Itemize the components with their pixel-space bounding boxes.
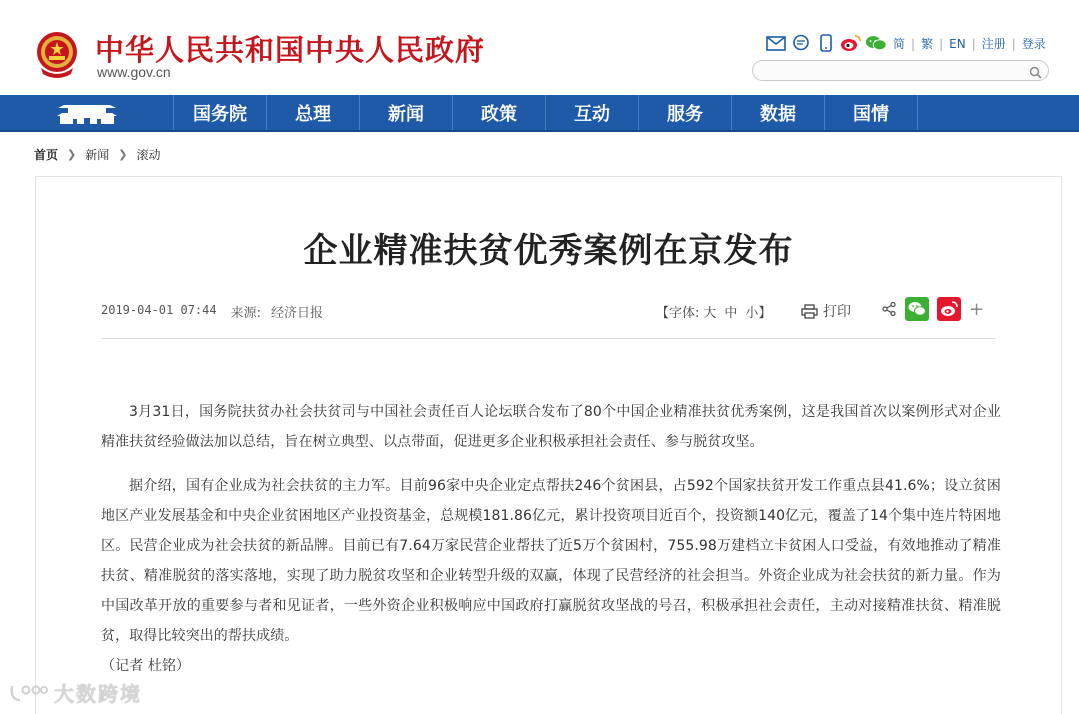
simplified-chinese-link[interactable]: 简 bbox=[893, 37, 906, 51]
register-link[interactable]: 注册 bbox=[981, 37, 1006, 51]
main-nav bbox=[0, 95, 1079, 132]
breadcrumb-rolling[interactable]: 滚动 bbox=[136, 148, 161, 162]
source-name: 经济日报 bbox=[270, 306, 323, 321]
publish-date: 2019-04-01 07:44 bbox=[101, 303, 217, 317]
article-title: 企业精准扶贫优秀案例在京发布 bbox=[303, 231, 794, 271]
wechat-icon[interactable] bbox=[865, 33, 887, 53]
font-size-small[interactable]: 小】 bbox=[745, 306, 772, 321]
font-size-medium[interactable]: 中 bbox=[724, 306, 738, 321]
mobile-icon[interactable] bbox=[815, 33, 837, 53]
weibo-share-icon[interactable] bbox=[937, 297, 961, 321]
share-icon[interactable] bbox=[881, 301, 897, 317]
meta-divider bbox=[101, 338, 996, 339]
traditional-chinese-link[interactable]: 繁 bbox=[921, 37, 934, 51]
top-icon-bar bbox=[765, 33, 890, 53]
nav-item-interaction[interactable]: 互动 bbox=[546, 95, 639, 130]
breadcrumb bbox=[34, 146, 160, 163]
chevron-right-icon: ❯ bbox=[67, 148, 77, 161]
search-box bbox=[752, 60, 1049, 81]
nav-item-national-info[interactable]: 国情 bbox=[825, 95, 918, 130]
article-body bbox=[101, 397, 1001, 695]
article-container bbox=[35, 176, 1062, 714]
divider: | bbox=[939, 36, 944, 51]
divider: | bbox=[1011, 36, 1016, 51]
reporter-credit: （记者 杜铭） bbox=[101, 658, 191, 674]
top-links bbox=[893, 35, 1046, 52]
nav-item-policy[interactable]: 政策 bbox=[453, 95, 546, 130]
divider: | bbox=[911, 36, 916, 51]
chat-icon[interactable] bbox=[790, 33, 812, 53]
nav-item-services[interactable]: 服务 bbox=[639, 95, 732, 130]
paragraph-1: 3月31日，国务院扶贫办社会扶贫司与中国社会责任百人论坛联合发布了80个中国企业精准扶贫优秀案例，这是我国首次以案例形式对企业精准扶贫经验做法加以总结，旨在树立典型、以点带面，促进更多企业积极承担社会责任、参与脱贫攻坚。 bbox=[101, 404, 1001, 450]
source-label: 来源: bbox=[230, 306, 261, 321]
print-label: 打印 bbox=[823, 304, 851, 320]
mail-icon[interactable] bbox=[765, 33, 787, 53]
print-button[interactable] bbox=[801, 301, 851, 321]
search-input[interactable] bbox=[763, 63, 1033, 82]
emblem-icon[interactable] bbox=[33, 30, 81, 80]
site-header bbox=[0, 0, 1079, 95]
tiananmen-icon bbox=[56, 97, 118, 129]
article-meta bbox=[101, 302, 323, 321]
paragraph-2: 据介绍，国有企业成为社会扶贫的主力军。目前96家中央企业定点帮扶246个贫困县，占592个国家扶贫开发工作重点县41.6%；设立贫困地区产业发展基金和中央企业贫困地区产业投资基金，总规模181.86亿元，累计投资项目近百个，投资额140亿元，覆盖了14个集中连片特困地区。民营企业成为社会扶贫的新品牌。目前已有7.64万家民营企业帮扶了近5万个贫困村，755.98万建档立卡贫困人口受益，有效地推动了精准扶贫、精准脱贫的落实落地，实现了助力脱贫攻坚和企业转型升级的双赢，体现了民营经济的社会担当。外资企业成为社会扶贫的新力量。作为中国改革开放的重要参与者和见证者，一些外资企业积极响应中国政府打赢脱贫攻坚战的号召，积极承担社会责任，主动对接精准扶贫、精准脱贫，取得比较突出的帮扶成绩。 bbox=[101, 478, 1001, 644]
font-size-large[interactable]: 大 bbox=[703, 306, 717, 321]
nav-item-news[interactable]: 新闻 bbox=[360, 95, 453, 130]
watermark bbox=[8, 678, 142, 707]
site-title[interactable]: 中华人民共和国中央人民政府 bbox=[95, 33, 486, 67]
site-url[interactable]: www.gov.cn bbox=[97, 64, 171, 80]
nav-item-state-council[interactable]: 国务院 bbox=[174, 95, 267, 130]
breadcrumb-home[interactable]: 首页 bbox=[34, 148, 59, 162]
english-link[interactable]: EN bbox=[949, 36, 966, 51]
wechat-share-icon[interactable] bbox=[905, 297, 929, 321]
login-link[interactable]: 登录 bbox=[1021, 37, 1046, 51]
watermark-logo-icon bbox=[8, 682, 48, 704]
font-size-control bbox=[656, 302, 775, 321]
font-size-label: 【字体: bbox=[656, 306, 700, 321]
chevron-right-icon: ❯ bbox=[118, 148, 128, 161]
watermark-text: 大数跨境 bbox=[54, 682, 142, 706]
weibo-icon[interactable] bbox=[840, 33, 862, 53]
nav-home[interactable] bbox=[0, 95, 174, 130]
plus-icon[interactable]: + bbox=[969, 298, 985, 320]
search-icon[interactable] bbox=[1029, 64, 1042, 83]
divider: | bbox=[971, 36, 976, 51]
nav-item-premier[interactable]: 总理 bbox=[267, 95, 360, 130]
print-icon bbox=[801, 304, 818, 319]
share-bar bbox=[881, 297, 992, 321]
nav-item-data[interactable]: 数据 bbox=[732, 95, 825, 130]
breadcrumb-news[interactable]: 新闻 bbox=[85, 148, 110, 162]
